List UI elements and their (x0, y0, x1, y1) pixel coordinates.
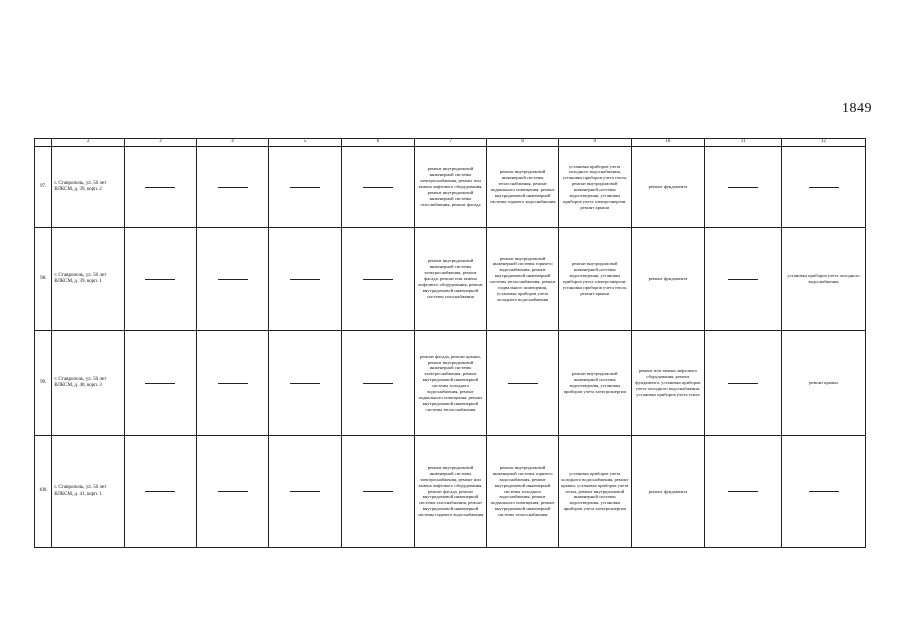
dash-mark (218, 491, 248, 492)
empty-cell-dash (269, 228, 342, 331)
address-cell: г. Ставрополь, ул. 50 лет ВЛКСМ, д. 39, корп. 2 (52, 147, 125, 228)
empty-cell-dash (269, 436, 342, 548)
table-row (35, 147, 866, 228)
work-cell-col9: установка приборов учета холодного водоснабжения, установка приборов учета тепла, ремонт внутридомовой инженерной системы водоотведения, установка приборов учета электроэнергии, ремонт крыши (558, 147, 631, 228)
dash-mark (363, 187, 393, 188)
empty-cell-dash (341, 331, 414, 436)
empty-cell-dash (269, 331, 342, 436)
work-cell-col10: ремонт или замена лифтового оборудования, ремонт фундамента, установка приборов учета холодного водоснабжения, установка приборов учета тепла (631, 331, 705, 436)
dash-mark (363, 491, 393, 492)
dash-mark (363, 383, 393, 384)
header-row (35, 139, 866, 147)
column-header-5: 5 (269, 139, 342, 147)
row-number: 98. (35, 228, 52, 331)
empty-cell-dash (341, 228, 414, 331)
dash-mark (809, 491, 839, 492)
dash-mark (728, 279, 758, 280)
dash-mark (290, 491, 320, 492)
dash-mark (728, 491, 758, 492)
empty-cell-dash (341, 147, 414, 228)
work-cell-col10: ремонт фундамента (631, 436, 705, 548)
dash-mark (290, 279, 320, 280)
address-cell: г. Ставрополь, ул. 50 лет ВЛКСМ, д. 39, корп. 1 (52, 228, 125, 331)
dash-mark (145, 187, 175, 188)
work-cell-col10: ремонт фундамента (631, 228, 705, 331)
dash-mark (218, 383, 248, 384)
address-cell: г. Ставрополь, ул. 50 лет ВЛКСМ, д. 40, корп. 3 (52, 331, 125, 436)
work-cell-col8: ремонт внутридомовой инженерной системы теплоснабжения, ремонт подвального помещения, ремонт внутридомовой инженерной системы горячего водоснабжения (487, 147, 559, 228)
column-header-6: 6 (341, 139, 414, 147)
empty-cell-dash (705, 147, 782, 228)
column-header-1 (35, 139, 52, 147)
work-cell-col9: установка приборов учета холодного водоснабжения, ремонт крыши, установка приборов учета тепла, ремонт внутридомовой инженерной системы водоотведения, установка приборов учета электроэнергии (558, 436, 631, 548)
work-cell-col12: ремонт крыши (782, 331, 866, 436)
work-cell-col7: ремонт внутридомовой инженерной системы электроснабжения, ремонт или замена лифтового оборудования, ремонт внутридомовой инженерной системы газоснабжения, ремонт фасада (414, 147, 487, 228)
dash-mark (290, 383, 320, 384)
dash-mark (809, 187, 839, 188)
table-row (35, 331, 866, 436)
column-header-7: 7 (414, 139, 487, 147)
empty-cell-dash (782, 436, 866, 548)
column-header-9: 9 (558, 139, 631, 147)
empty-cell-dash (125, 436, 197, 548)
empty-cell-dash (269, 147, 342, 228)
work-cell-col12: установка приборов учета холодного водоснабжения (782, 228, 866, 331)
work-cell-col8: ремонт внутридомовой инженерной системы горячего водоснабжения, ремонт внутридомовой инженерной системы холодного водоснабжения, ремонт подвального помещения, ремонт внутридомовой инженерной системы теплоснабжения (487, 436, 559, 548)
work-cell-col8: ремонт внутридомовой инженерной системы горячего водоснабжения, ремонт внутридомовой инженерной системы теплоснабжения, ремонт подвального помещения, установка приборов учета холодного водоснабжения (487, 228, 559, 331)
empty-cell-dash (341, 436, 414, 548)
dash-mark (290, 187, 320, 188)
empty-cell-dash (705, 436, 782, 548)
empty-cell-dash (487, 331, 559, 436)
work-cell-col9: ремонт внутридомовой инженерной системы водоотведения, установка приборов учета электроэнергии, установка приборов учета тепла, ремонт крыши (558, 228, 631, 331)
empty-cell-dash (196, 331, 269, 436)
dash-mark (145, 279, 175, 280)
dash-mark (728, 383, 758, 384)
work-cell-col10: ремонт фундамента (631, 147, 705, 228)
dash-mark (363, 279, 393, 280)
row-number: 100. (35, 436, 52, 548)
row-number: 99. (35, 331, 52, 436)
work-cell-col7: ремонт внутридомовой инженерной системы электроснабжения, ремонт фасада, ремонт или замена лифтового оборудования, ремонт внутридомовой инженерной системы газоснабжения (414, 228, 487, 331)
column-header-2: 2 (52, 139, 125, 147)
empty-cell-dash (705, 331, 782, 436)
dash-mark (728, 187, 758, 188)
empty-cell-dash (125, 147, 197, 228)
empty-cell-dash (125, 228, 197, 331)
column-header-8: 8 (487, 139, 559, 147)
column-header-12: 12 (782, 139, 866, 147)
empty-cell-dash (196, 228, 269, 331)
empty-cell-dash (196, 436, 269, 548)
dash-mark (145, 491, 175, 492)
table-row (35, 436, 866, 548)
work-cell-col7: ремонт фасада, ремонт крыши, ремонт внутридомовой инженерной системы электроснабжения, ремонт внутридомовой инженерной системы холодного водоснабжения, ремонт подвального помещения, ремонт внутридомовой инженерной системы теплоснабжения (414, 331, 487, 436)
empty-cell-dash (125, 331, 197, 436)
column-header-11: 11 (705, 139, 782, 147)
dash-mark (508, 383, 538, 384)
empty-cell-dash (196, 147, 269, 228)
work-cell-col7: ремонт внутридомовой инженерной системы электроснабжения, ремонт или замена лифтового оборудования, ремонт фасада, ремонт внутридомовой инженерной системы газоснабжения, ремонт внутридомовой инженерной системы горячего водоснабжения (414, 436, 487, 548)
empty-cell-dash (705, 228, 782, 331)
empty-cell-dash (782, 147, 866, 228)
column-header-3: 3 (125, 139, 197, 147)
column-header-4: 4 (196, 139, 269, 147)
register-table (34, 138, 866, 548)
work-cell-col9: ремонт внутридомовой инженерной системы водоотведения, установка приборов учета электроэнергии (558, 331, 631, 436)
column-header-10: 10 (631, 139, 705, 147)
address-cell: г. Ставрополь, ул. 50 лет ВЛКСМ, д. 41, корп. 1 (52, 436, 125, 548)
page-number: 1849 (842, 101, 872, 116)
table-row (35, 228, 866, 331)
dash-mark (218, 279, 248, 280)
dash-mark (145, 383, 175, 384)
dash-mark (218, 187, 248, 188)
row-number: 97. (35, 147, 52, 228)
